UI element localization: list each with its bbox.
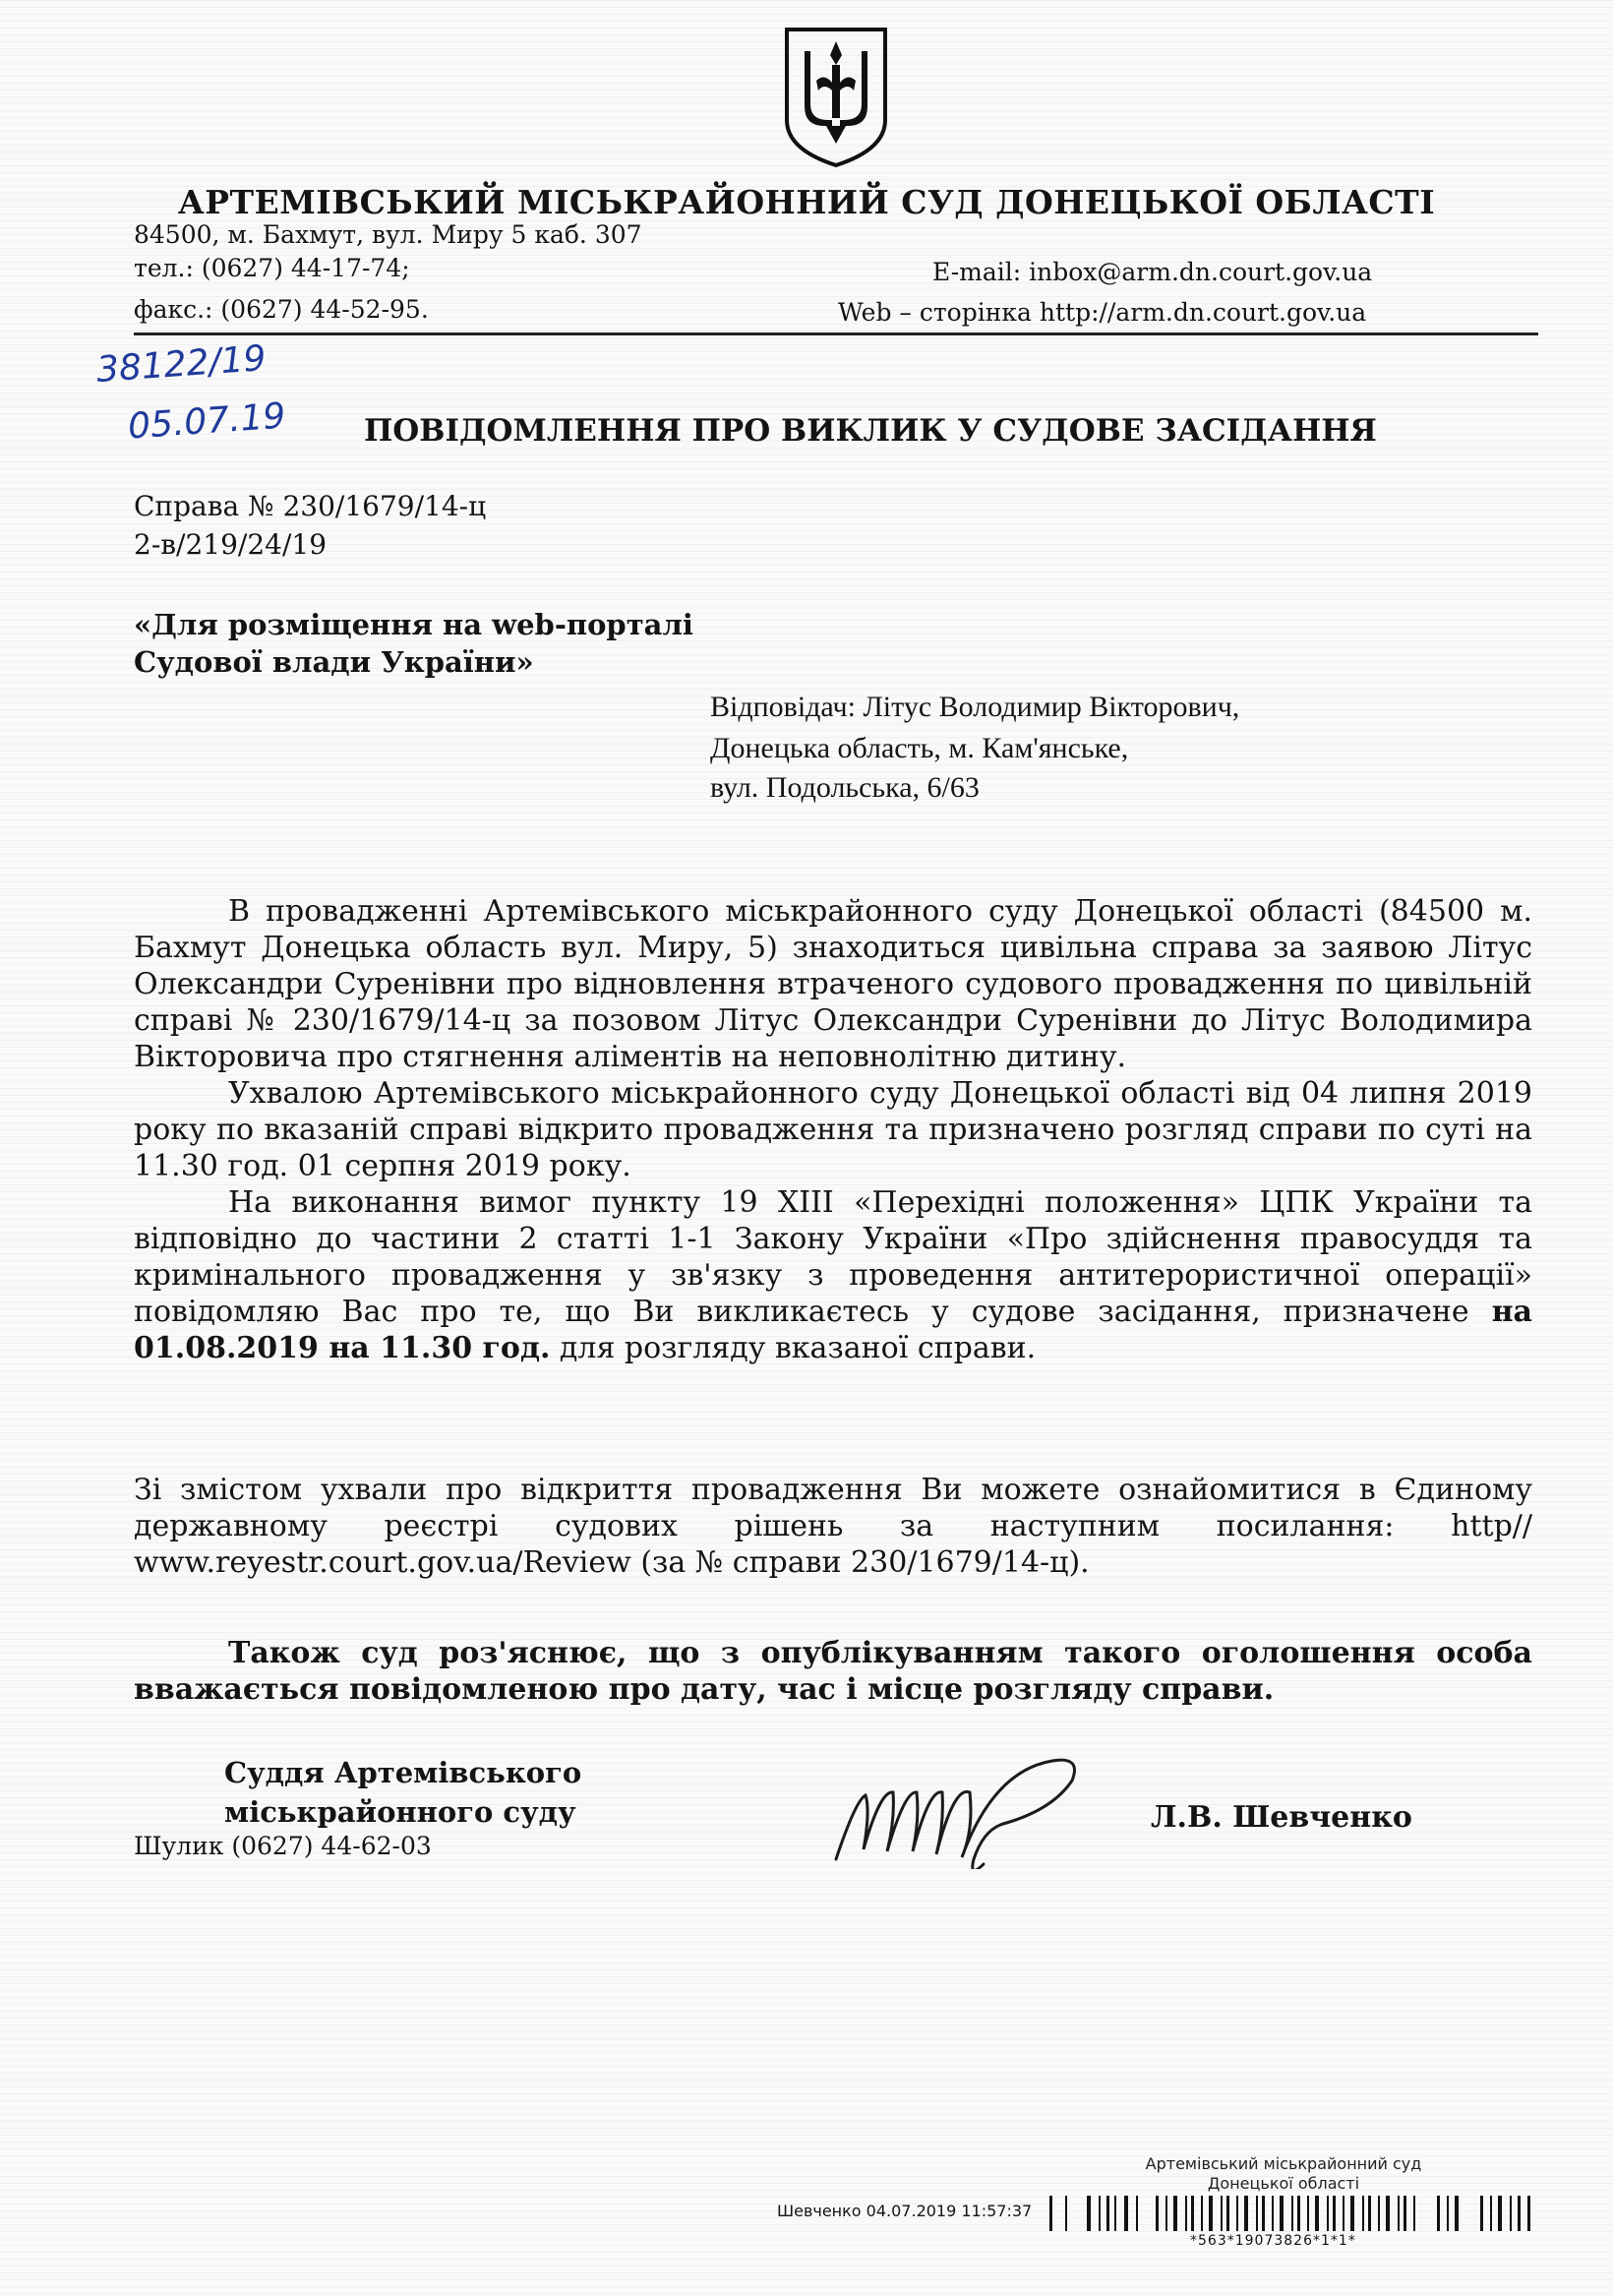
document-title: ПОВІДОМЛЕННЯ ПРО ВИКЛИК У СУДОВЕ ЗАСІДАННЯ [364,413,1377,449]
respondent-region: Донецька область, м. Кам'янське, [710,732,1129,764]
respondent-name: Відповідач: Літус Володимир Вікторович, [710,691,1240,723]
court-website: Web – сторінка http://arm.dn.court.gov.ua [838,298,1367,327]
paragraph-proceeding: В провадженні Артемівського міськрайонного суду Донецької області (84500 м. Бахмут Донецька область вул. Миру, 5) знаходиться цивільна справа за заявою Літус Олександри Суренівни про відновлення втраченого судового провадження по цивільній справі № 230/1679/14-ц за позовом Літус Олександри Суренівни до Літус Володимира Вікторовича про стягнення аліментів на неповнолітню дитину. [134,894,1532,1074]
summons-text-start: На виконання вимог пункту 19 XIII «Перехідні положення» ЦПК України та відповідно до частини 2 статті 1-1 Закону України «Про здійснення правосуддя та кримінального провадження у зв'язку з проведення антитерористичної операції» повідомляю Вас про те, що Ви викликаєтесь у судове засідання, призначене [134,1185,1532,1329]
clarification-note [134,1635,1532,1708]
coat-of-arms-icon [777,22,895,169]
registry-note [134,1472,1532,1581]
paragraph-registry: Зі змістом ухвали про відкриття провадження Ви можете ознайомитися в Єдиному державному реєстрі судових рішень за наступним посилання: http// www.reyestr.court.gov.ua/Review (за № справи 230/1679/14-ц). [134,1473,1532,1580]
handwritten-signature-icon [826,1741,1121,1869]
summons-text-end: для розгляду вказаної справи. [550,1331,1037,1365]
respondent-street: вул. Подольська, 6/63 [710,771,980,804]
hearing-date-time: на 01.08.2019 на 11.30 год. [134,1295,1532,1365]
registry-stamp-issued: Шевченко 04.07.2019 11:57:37 [777,2202,1033,2220]
header-divider [134,332,1538,335]
notice-body [134,893,1532,1366]
judge-name: Л.В. Шевченко [1151,1800,1412,1835]
judge-role-line-1: Суддя Артемівського [224,1756,582,1789]
paragraph-ruling: Ухвалою Артемівського міськрайонного суду Донецької області від 04 липня 2019 року по вказаній справі відкрито провадження та призначено розгляд справи по суті на 11.30 год. 01 серпня 2019 року. [134,1076,1532,1183]
court-address: 84500, м. Бахмут, вул. Миру 5 каб. 307 [134,220,642,249]
registry-stamp-court [1082,2154,1485,2194]
clerk-contact: Шулик (0627) 44-62-03 [134,1832,432,1860]
registry-stamp-court-line-2: Донецької області [1207,2174,1360,2193]
court-phone: тел.: (0627) 44-17-74; [134,254,410,282]
paragraph-summons [134,1184,1532,1366]
judge-role-line-2: міськрайонного суду [224,1795,576,1829]
court-email: E-mail: inbox@arm.dn.court.gov.ua [932,258,1373,286]
handwritten-registration-date: 05.07.19 [126,395,287,448]
registry-stamp-court-line-1: Артемівський міськрайонний суд [1145,2154,1422,2173]
barcode-icon [1047,2196,1534,2231]
portal-note-line-1: «Для розміщення на web-порталі [134,608,693,641]
barcode-number: *563*19073826*1*1* [1190,2233,1356,2249]
case-number: Справа № 230/1679/14-ц [134,490,487,522]
handwritten-registration-number: 38122/19 [94,338,268,391]
paragraph-clarification: Також суд роз'яснює, що з опублікуванням такого оголошення особа вважається повідомленою про дату, час і місце розгляду справи. [134,1636,1532,1707]
court-fax: факс.: (0627) 44-52-95. [134,295,429,324]
judge-role [224,1753,581,1832]
portal-note-line-2: Судової влади України» [134,645,534,679]
case-proceeding-number: 2-в/219/24/19 [134,528,328,561]
court-name: АРТЕМІВСЬКИЙ МІСЬКРАЙОННИЙ СУД ДОНЕЦЬКОЇ ОБЛАСТІ [177,183,1436,221]
